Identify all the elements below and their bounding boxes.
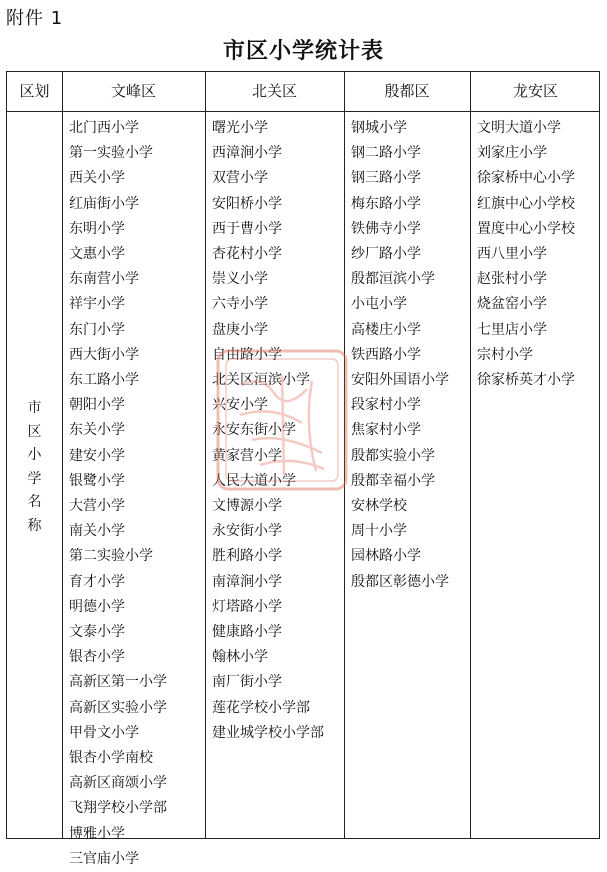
attachment-label: 附件 1 xyxy=(6,8,64,29)
school-list-wenfeng xyxy=(69,116,167,872)
school-name: 西关小学 xyxy=(69,170,125,187)
header-cell-district: 区划 xyxy=(19,82,50,100)
school-name: 殷都实验小学 xyxy=(351,447,435,464)
header-cell-longan: 龙安区 xyxy=(512,82,558,100)
school-name: 建安小学 xyxy=(69,447,125,464)
row-label-char: 称 xyxy=(27,517,42,534)
school-name: 西八里小学 xyxy=(477,246,547,263)
row-label-char: 小 xyxy=(27,447,42,463)
school-name: 北关区洹滨小学 xyxy=(212,372,310,389)
school-name: 博雅小学 xyxy=(69,825,125,842)
school-name: 明德小学 xyxy=(69,598,125,615)
school-name: 南漳涧小学 xyxy=(212,573,282,590)
school-name: 胜利路小学 xyxy=(212,548,282,565)
school-name: 曙光小学 xyxy=(212,120,268,136)
school-name: 文惠小学 xyxy=(69,246,125,263)
school-name: 第二实验小学 xyxy=(69,548,153,565)
school-name: 朝阳小学 xyxy=(69,397,125,414)
school-name: 三官庙小学 xyxy=(69,850,139,867)
school-name: 银杏小学 xyxy=(69,649,125,666)
school-name: 红旗中心小学校 xyxy=(477,195,575,212)
header-divider xyxy=(7,111,599,112)
school-name: 红庙街小学 xyxy=(69,195,139,212)
school-name: 西于曹小学 xyxy=(212,220,282,237)
school-name: 周十小学 xyxy=(351,523,407,540)
school-name: 殷都区彰德小学 xyxy=(351,573,449,590)
school-name: 盘庚小学 xyxy=(212,321,268,338)
school-name: 高新区实验小学 xyxy=(69,699,167,716)
school-name: 建业城学校小学部 xyxy=(212,724,324,741)
school-name: 银杏小学南校 xyxy=(69,750,153,767)
row-label-char: 名 xyxy=(27,494,42,510)
school-name: 育才小学 xyxy=(69,573,125,590)
school-name: 钢三路小学 xyxy=(351,170,421,187)
school-name: 赵张村小学 xyxy=(477,271,547,288)
school-name: 永安东街小学 xyxy=(212,422,296,439)
school-name: 小屯小学 xyxy=(351,296,407,313)
column-divider xyxy=(62,72,63,838)
row-label-char: 市 xyxy=(27,400,42,416)
school-name: 南关小学 xyxy=(69,523,125,540)
school-name: 兴安小学 xyxy=(212,397,268,414)
header-cell-beiguan: 北关区 xyxy=(251,82,297,100)
school-name: 灯塔路小学 xyxy=(212,598,282,615)
school-name: 文博源小学 xyxy=(212,498,282,515)
row-label-char: 区 xyxy=(27,423,42,440)
column-divider xyxy=(344,72,345,838)
school-name: 崇义小学 xyxy=(212,271,268,288)
school-name: 东关小学 xyxy=(69,422,125,439)
statistics-table xyxy=(6,71,600,867)
school-name: 杏花村小学 xyxy=(212,246,282,263)
school-name: 焦家村小学 xyxy=(351,422,421,439)
school-name: 自由路小学 xyxy=(212,346,282,363)
school-name: 七里店小学 xyxy=(477,321,547,338)
school-name: 置度中心小学校 xyxy=(477,220,575,237)
school-name: 飞翔学校小学部 xyxy=(69,800,167,817)
school-list-longan xyxy=(477,116,575,393)
school-list-beiguan xyxy=(212,116,324,746)
school-name: 段家村小学 xyxy=(351,397,421,414)
school-name: 祥宇小学 xyxy=(69,296,125,313)
school-name: 健康路小学 xyxy=(212,624,282,641)
school-name: 园林路小学 xyxy=(351,548,421,565)
school-name: 安阳外国语小学 xyxy=(351,372,449,389)
school-name: 烧盆窑小学 xyxy=(477,296,547,313)
school-name: 铁佛寺小学 xyxy=(351,220,421,237)
header-cell-yindu: 殷都区 xyxy=(384,82,430,100)
school-name: 文泰小学 xyxy=(69,624,125,641)
school-name: 甲骨文小学 xyxy=(69,724,139,741)
school-name: 安阳桥小学 xyxy=(212,195,282,212)
school-name: 徐家桥中心小学 xyxy=(477,170,575,187)
school-name: 永安街小学 xyxy=(212,523,282,540)
school-name: 西漳涧小学 xyxy=(212,145,282,162)
column-divider xyxy=(205,72,206,838)
school-name: 六寺小学 xyxy=(212,296,268,313)
school-name: 东南营小学 xyxy=(69,271,139,288)
school-name: 徐家桥英才小学 xyxy=(477,372,575,389)
school-name: 钢城小学 xyxy=(351,120,407,136)
school-name: 刘家庄小学 xyxy=(477,145,547,162)
school-name: 翰林小学 xyxy=(212,649,268,666)
school-name: 南厂街小学 xyxy=(212,674,282,691)
school-name: 安林学校 xyxy=(351,498,407,515)
school-name: 钢二路小学 xyxy=(351,145,421,162)
school-name: 双营小学 xyxy=(212,170,268,187)
column-divider xyxy=(470,72,471,838)
school-name: 黄家营小学 xyxy=(212,447,282,464)
school-name: 东明小学 xyxy=(69,220,125,237)
school-name: 人民大道小学 xyxy=(212,472,296,489)
school-name: 大营小学 xyxy=(69,498,125,515)
school-name: 殷都幸福小学 xyxy=(351,472,435,489)
school-name: 铁西路小学 xyxy=(351,346,421,363)
school-name: 银鹭小学 xyxy=(69,472,125,489)
school-name: 高新区商颂小学 xyxy=(69,775,167,792)
row-label-school-names xyxy=(7,397,62,538)
school-name: 第一实验小学 xyxy=(69,145,153,162)
school-name: 北门西小学 xyxy=(69,120,139,136)
school-list-yindu xyxy=(351,116,449,595)
header-cell-wenfeng: 文峰区 xyxy=(110,82,156,100)
school-name: 高新区第一小学 xyxy=(69,674,167,691)
school-name: 高楼庄小学 xyxy=(351,321,421,338)
school-name: 文明大道小学 xyxy=(477,120,561,136)
page-title: 市区小学统计表 xyxy=(222,38,384,64)
school-name: 殷都洹滨小学 xyxy=(351,271,435,288)
school-name: 东工路小学 xyxy=(69,372,139,389)
school-name: 纱厂路小学 xyxy=(351,246,421,263)
school-name: 梅东路小学 xyxy=(351,195,421,212)
row-label-char: 学 xyxy=(27,470,42,487)
school-name: 西大街小学 xyxy=(69,346,139,363)
school-name: 莲花学校小学部 xyxy=(212,699,310,716)
school-name: 宗村小学 xyxy=(477,346,533,363)
school-name: 东门小学 xyxy=(69,321,125,338)
